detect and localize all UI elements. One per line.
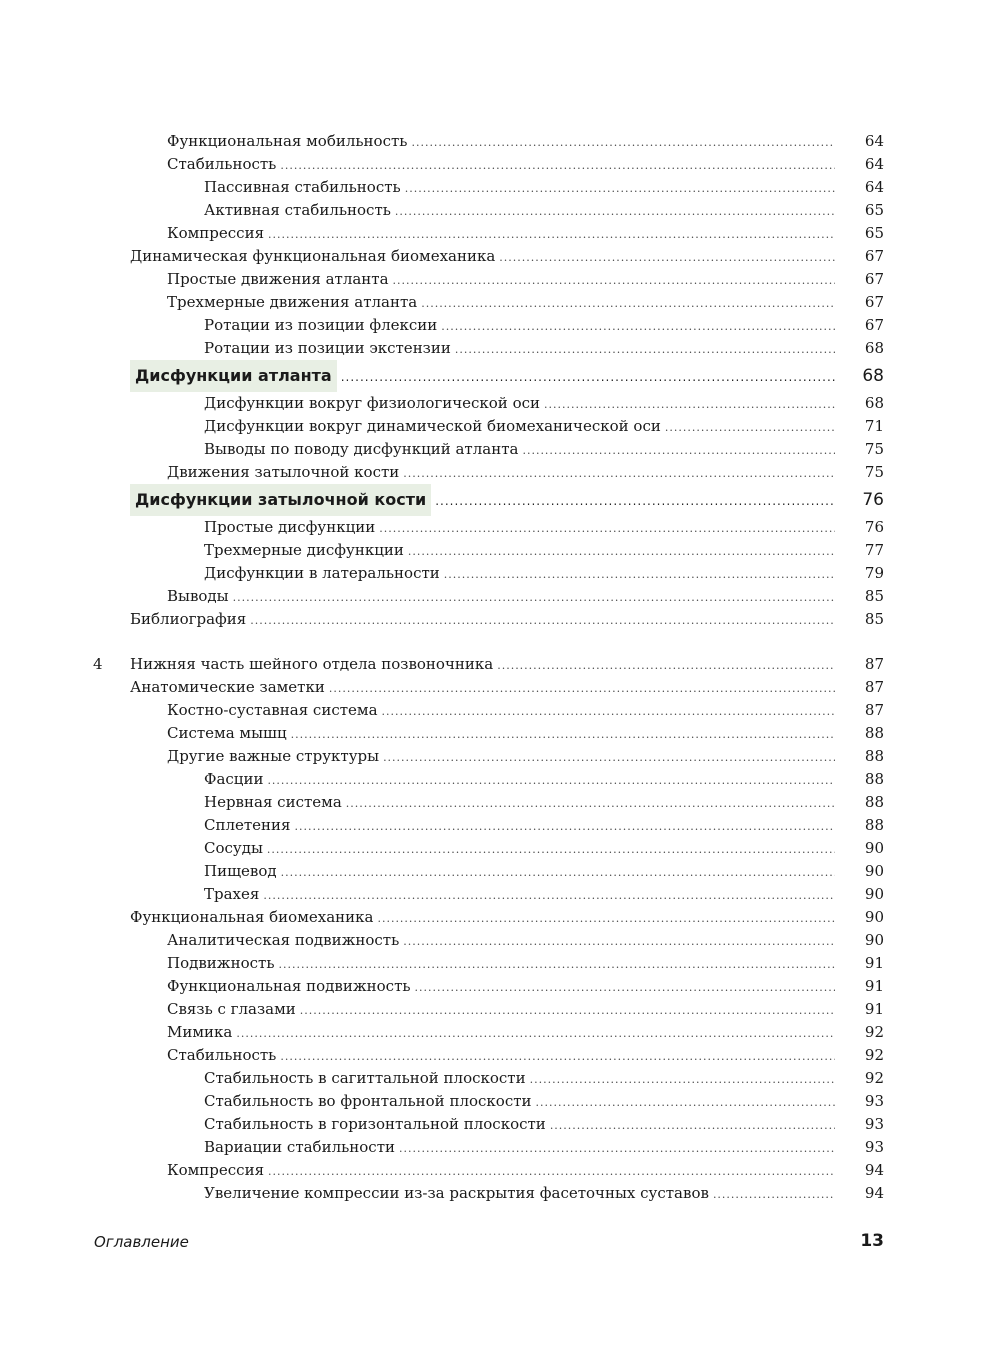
- toc-gap: [0, 631, 1000, 653]
- toc-entry[interactable]: [0, 952, 1000, 975]
- dot-leader: [379, 517, 835, 540]
- table-of-contents: [0, 130, 1000, 1205]
- dot-leader: [268, 1160, 835, 1183]
- toc-entry-title: Дисфункции вокруг динамической биомеханической оси: [204, 417, 661, 435]
- toc-entry-body: [204, 415, 835, 439]
- toc-entry-page: 88: [864, 793, 884, 811]
- toc-entry-body: [204, 438, 835, 462]
- toc-entry-body: [167, 1021, 835, 1045]
- toc-entry-body: [204, 199, 835, 223]
- toc-entry-body: [167, 222, 835, 246]
- toc-entry[interactable]: [0, 153, 1000, 176]
- toc-entry-body: [130, 245, 835, 269]
- dot-leader: [377, 907, 835, 930]
- toc-section-heading[interactable]: [0, 484, 1000, 516]
- toc-entry-body: [167, 130, 835, 154]
- toc-entry[interactable]: [0, 975, 1000, 998]
- toc-entry-page: 88: [864, 724, 884, 742]
- toc-entry-page: 77: [864, 541, 884, 559]
- toc-entry-page: 79: [864, 564, 884, 582]
- toc-entry-body: [130, 653, 835, 677]
- toc-entry-page: 64: [864, 178, 884, 196]
- toc-entry[interactable]: [0, 176, 1000, 199]
- toc-entry-page: 92: [864, 1069, 884, 1087]
- toc-entry[interactable]: [0, 1182, 1000, 1205]
- toc-entry[interactable]: [0, 745, 1000, 768]
- toc-entry-page: 67: [864, 316, 884, 334]
- toc-entry-page: 68: [862, 366, 884, 386]
- toc-entry[interactable]: [0, 461, 1000, 484]
- toc-entry-page: 94: [864, 1184, 884, 1202]
- toc-entry-title: Ротации из позиции экстензии: [204, 339, 451, 357]
- toc-entry-body: [204, 392, 835, 416]
- toc-entry-page: 91: [864, 954, 884, 972]
- toc-entry[interactable]: [0, 199, 1000, 222]
- toc-entry[interactable]: [0, 676, 1000, 699]
- toc-entry-body: [204, 1113, 835, 1137]
- toc-entry-title: Анатомические заметки: [130, 678, 325, 696]
- toc-entry-title: Мимика: [167, 1023, 233, 1041]
- toc-entry-title: Система мышц: [167, 724, 287, 742]
- toc-entry[interactable]: [0, 1021, 1000, 1044]
- toc-entry-title: Нервная система: [204, 793, 342, 811]
- toc-entry-title: Стабильность: [167, 155, 277, 173]
- dot-leader: [408, 540, 835, 563]
- toc-entry-page: 67: [864, 270, 884, 288]
- toc-entry-body: [204, 1136, 835, 1160]
- toc-entry[interactable]: [0, 438, 1000, 461]
- dot-leader: [415, 976, 835, 999]
- toc-entry-page: 65: [864, 224, 884, 242]
- toc-entry-page: 93: [864, 1092, 884, 1110]
- dot-leader: [300, 999, 835, 1022]
- toc-entry-title: Активная стабильность: [204, 201, 391, 219]
- toc-entry-title: Трехмерные дисфункции: [204, 541, 404, 559]
- toc-entry-page: 75: [864, 463, 884, 481]
- toc-entry-title: Стабильность: [167, 1046, 277, 1064]
- toc-entry-title: Функциональная подвижность: [167, 977, 411, 995]
- toc-entry-title: Простые дисфункции: [204, 518, 376, 536]
- toc-entry-title: Вариации стабильности: [204, 1138, 396, 1156]
- toc-entry-body: [167, 952, 835, 976]
- dot-leader: [665, 416, 835, 439]
- toc-entry-title: Библиография: [130, 610, 247, 628]
- toc-entry-page: 75: [864, 440, 884, 458]
- toc-entry-page: 65: [864, 201, 884, 219]
- toc-entry-title: Трахея: [204, 885, 260, 903]
- toc-entry[interactable]: [0, 906, 1000, 929]
- toc-entry-body: [167, 461, 835, 485]
- dot-leader: [280, 1045, 835, 1068]
- toc-entry-title: Функциональная мобильность: [167, 132, 408, 150]
- toc-entry-title: Стабильность в сагиттальной плоскости: [204, 1069, 526, 1087]
- chapter-number: 4: [93, 655, 103, 673]
- dot-leader: [267, 769, 835, 792]
- dot-leader: [405, 177, 835, 200]
- toc-entry[interactable]: [0, 699, 1000, 722]
- dot-leader: [497, 654, 835, 677]
- toc-entry[interactable]: [0, 1090, 1000, 1113]
- toc-entry-page: 76: [862, 490, 884, 510]
- toc-entry[interactable]: [0, 860, 1000, 883]
- toc-entry-title: Простые движения атланта: [167, 270, 389, 288]
- toc-entry[interactable]: [0, 291, 1000, 314]
- dot-leader: [250, 609, 835, 632]
- page-number: 13: [860, 1231, 884, 1251]
- toc-entry-title: Пассивная стабильность: [204, 178, 401, 196]
- toc-entry-title: Костно-суставная система: [167, 701, 378, 719]
- dot-leader: [281, 861, 835, 884]
- toc-entry[interactable]: [0, 1044, 1000, 1067]
- toc-entry-body: [167, 268, 835, 292]
- toc-entry-title: Выводы: [167, 587, 229, 605]
- dot-leader: [329, 677, 835, 700]
- toc-entry[interactable]: [0, 1159, 1000, 1182]
- toc-entry[interactable]: [0, 516, 1000, 539]
- toc-entry-body: [130, 906, 835, 930]
- toc-entry-body: [130, 484, 835, 517]
- toc-entry-page: 91: [864, 1000, 884, 1018]
- toc-entry-title: Трехмерные движения атланта: [167, 293, 418, 311]
- toc-entry[interactable]: [0, 608, 1000, 631]
- toc-entry-body: [204, 314, 835, 338]
- dot-leader: [341, 361, 835, 393]
- toc-entry-title: Компрессия: [167, 224, 265, 242]
- toc-entry-body: [204, 814, 835, 838]
- dot-leader: [236, 1022, 835, 1045]
- toc-section-heading[interactable]: [0, 360, 1000, 392]
- dot-leader: [435, 485, 835, 517]
- toc-entry[interactable]: [0, 768, 1000, 791]
- dot-leader: [268, 223, 835, 246]
- toc-entry-title: Стабильность во фронтальной плоскости: [204, 1092, 532, 1110]
- dot-leader: [530, 1068, 835, 1091]
- toc-entry-title: Сплетения: [204, 816, 291, 834]
- toc-entry-title: Пищевод: [204, 862, 277, 880]
- toc-entry-title: Нижняя часть шейного отдела позвоночника: [130, 655, 494, 673]
- toc-entry-body: [167, 998, 835, 1022]
- toc-entry[interactable]: [0, 791, 1000, 814]
- toc-entry-body: [204, 883, 835, 907]
- toc-entry-page: 94: [864, 1161, 884, 1179]
- dot-leader: [383, 746, 835, 769]
- toc-entry-body: [204, 860, 835, 884]
- toc-entry-body: [204, 516, 835, 540]
- toc-entry-body: [167, 1044, 835, 1068]
- toc-entry-page: 68: [864, 394, 884, 412]
- toc-entry[interactable]: [0, 998, 1000, 1021]
- toc-entry[interactable]: [0, 268, 1000, 291]
- toc-entry[interactable]: [0, 883, 1000, 906]
- toc-entry-page: 87: [864, 655, 884, 673]
- toc-entry-page: 93: [864, 1138, 884, 1156]
- toc-entry-page: 71: [864, 417, 884, 435]
- toc-entry-title: Динамическая функциональная биомеханика: [130, 247, 496, 265]
- toc-entry-page: 68: [864, 339, 884, 357]
- toc-entry-body: [204, 337, 835, 361]
- toc-entry[interactable]: [0, 585, 1000, 608]
- dot-leader: [544, 393, 835, 416]
- toc-entry-page: 90: [864, 862, 884, 880]
- toc-entry-page: 88: [864, 816, 884, 834]
- toc-entry[interactable]: [0, 314, 1000, 337]
- toc-entry-body: [204, 1090, 835, 1114]
- toc-entry-body: [167, 929, 835, 953]
- toc-entry-page: 88: [864, 770, 884, 788]
- toc-entry[interactable]: [0, 392, 1000, 415]
- toc-entry-title: Выводы по поводу дисфункций атланта: [204, 440, 519, 458]
- toc-entry[interactable]: [0, 415, 1000, 438]
- toc-entry-title: Стабильность в горизонтальной плоскости: [204, 1115, 546, 1133]
- toc-entry-body: [204, 791, 835, 815]
- toc-entry-body: [167, 699, 835, 723]
- dot-leader: [411, 131, 835, 154]
- toc-entry-title: Ротации из позиции флексии: [204, 316, 438, 334]
- toc-entry-page: 67: [864, 247, 884, 265]
- toc-entry-body: [204, 539, 835, 563]
- toc-entry-title: Дисфункции в латеральности: [204, 564, 440, 582]
- dot-leader: [403, 930, 835, 953]
- toc-entry[interactable]: [0, 929, 1000, 952]
- toc-entry-title: Подвижность: [167, 954, 275, 972]
- toc-entry-page: 92: [864, 1023, 884, 1041]
- dot-leader: [346, 792, 835, 815]
- toc-entry-body: [204, 768, 835, 792]
- toc-entry-body: [204, 1182, 835, 1206]
- toc-entry-body: [167, 153, 835, 177]
- toc-entry-title: Связь с глазами: [167, 1000, 296, 1018]
- toc-entry-page: 64: [864, 132, 884, 150]
- toc-entry[interactable]: [0, 245, 1000, 268]
- dot-leader: [291, 723, 835, 746]
- toc-entry[interactable]: [0, 539, 1000, 562]
- footer-title: Оглавление: [94, 1233, 189, 1251]
- toc-entry[interactable]: [0, 222, 1000, 245]
- toc-entry-title: Дисфункции вокруг физиологической оси: [204, 394, 541, 412]
- toc-entry-page: 88: [864, 747, 884, 765]
- toc-entry[interactable]: [0, 653, 1000, 676]
- toc-entry-body: [130, 360, 835, 393]
- toc-entry-page: 85: [864, 587, 884, 605]
- toc-entry-title: Другие важные структуры: [167, 747, 380, 765]
- toc-entry-body: [204, 837, 835, 861]
- dot-leader: [713, 1183, 835, 1206]
- dot-leader: [403, 462, 835, 485]
- dot-leader: [399, 1137, 835, 1160]
- toc-entry[interactable]: [0, 562, 1000, 585]
- toc-entry-title: Дисфункции затылочной кости: [130, 484, 431, 516]
- dot-leader: [499, 246, 835, 269]
- toc-entry-page: 90: [864, 885, 884, 903]
- dot-leader: [522, 439, 835, 462]
- dot-leader: [278, 953, 835, 976]
- toc-entry-page: 90: [864, 839, 884, 857]
- toc-entry-title: Фасции: [204, 770, 264, 788]
- dot-leader: [441, 315, 835, 338]
- toc-entry-body: [167, 585, 835, 609]
- dot-leader: [393, 269, 835, 292]
- dot-leader: [263, 884, 835, 907]
- dot-leader: [267, 838, 835, 861]
- toc-entry-body: [204, 562, 835, 586]
- dot-leader: [395, 200, 835, 223]
- toc-entry-page: 76: [864, 518, 884, 536]
- toc-entry-title: Аналитическая подвижность: [167, 931, 400, 949]
- toc-entry-body: [130, 676, 835, 700]
- toc-entry-body: [167, 722, 835, 746]
- toc-entry-body: [204, 1067, 835, 1091]
- toc-entry-page: 87: [864, 701, 884, 719]
- dot-leader: [444, 563, 835, 586]
- toc-entry[interactable]: [0, 1067, 1000, 1090]
- toc-entry-page: 64: [864, 155, 884, 173]
- toc-entry-page: 93: [864, 1115, 884, 1133]
- toc-entry[interactable]: [0, 837, 1000, 860]
- toc-entry-title: Сосуды: [204, 839, 263, 857]
- toc-entry-page: 90: [864, 908, 884, 926]
- dot-leader: [280, 154, 835, 177]
- toc-entry-page: 85: [864, 610, 884, 628]
- toc-entry-page: 90: [864, 931, 884, 949]
- toc-entry-title: Компрессия: [167, 1161, 265, 1179]
- toc-entry[interactable]: [0, 722, 1000, 745]
- dot-leader: [295, 815, 835, 838]
- toc-entry[interactable]: [0, 337, 1000, 360]
- dot-leader: [233, 586, 835, 609]
- toc-entry[interactable]: [0, 814, 1000, 837]
- toc-entry-title: Функциональная биомеханика: [130, 908, 374, 926]
- dot-leader: [382, 700, 835, 723]
- toc-entry-body: [167, 745, 835, 769]
- dot-leader: [455, 338, 835, 361]
- toc-entry[interactable]: [0, 1136, 1000, 1159]
- dot-leader: [536, 1091, 835, 1114]
- toc-entry-body: [167, 975, 835, 999]
- toc-entry-body: [130, 608, 835, 632]
- toc-entry-page: 67: [864, 293, 884, 311]
- toc-entry-title: Дисфункции атланта: [130, 360, 337, 392]
- toc-entry-body: [167, 1159, 835, 1183]
- toc-entry-title: Увеличение компрессии из-за раскрытия фасеточных суставов: [204, 1184, 709, 1202]
- dot-leader: [550, 1114, 835, 1137]
- toc-entry-page: 91: [864, 977, 884, 995]
- toc-entry[interactable]: [0, 130, 1000, 153]
- toc-entry-page: 92: [864, 1046, 884, 1064]
- toc-entry-body: [167, 291, 835, 315]
- toc-entry-page: 87: [864, 678, 884, 696]
- toc-entry-body: [204, 176, 835, 200]
- toc-entry[interactable]: [0, 1113, 1000, 1136]
- toc-entry-title: Движения затылочной кости: [167, 463, 400, 481]
- dot-leader: [421, 292, 835, 315]
